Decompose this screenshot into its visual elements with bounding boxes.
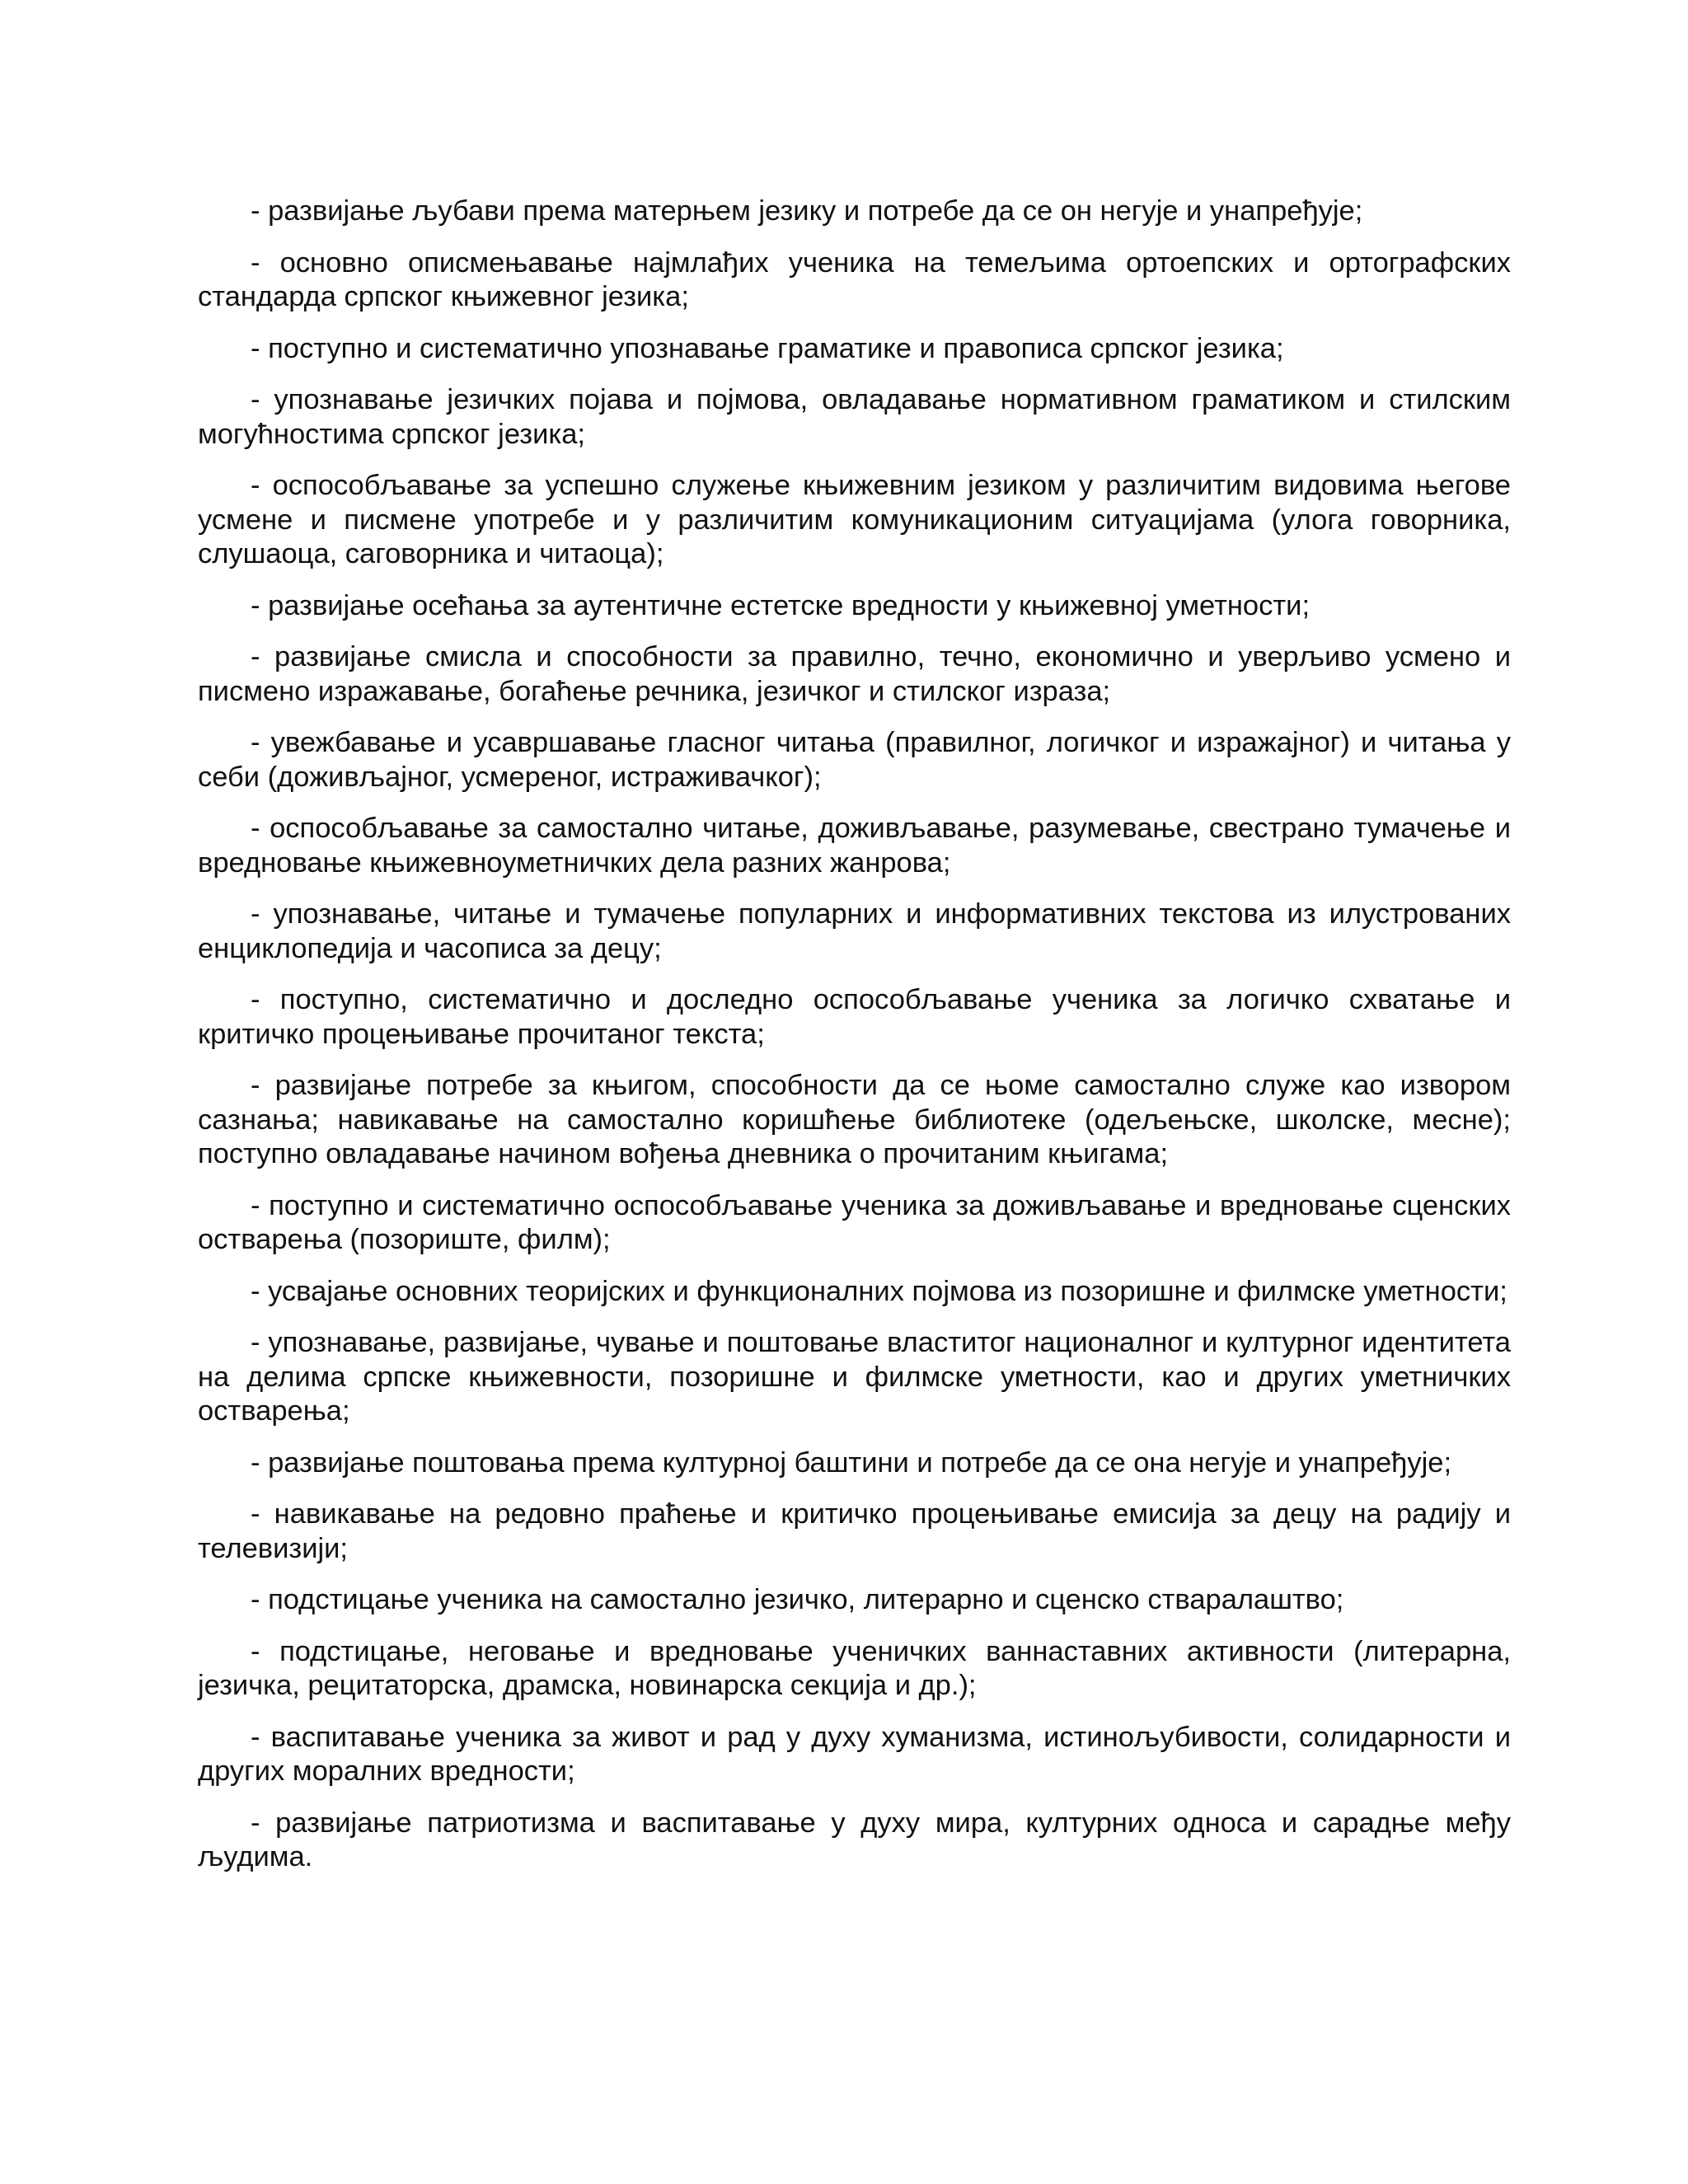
- list-item: - усвајање основних теоријских и функционалних појмова из позоришне и филмске уметности;: [251, 1275, 1507, 1307]
- list-item: - развијање патриотизма и васпитавање у духу мира, културних односа и сарадње међу људима.: [198, 1807, 1511, 1872]
- list-item: - развијање поштовања према културној баштини и потребе да се она негује и унапређује;: [251, 1446, 1452, 1479]
- list-item: - развијање љубави према матерњем језику и потребе да се он негује и унапређује;: [251, 195, 1363, 227]
- list-item: - навикавање на редовно праћење и критичко процењивање емисија за децу на радију и телевизији;: [198, 1498, 1511, 1564]
- list-item: - упознавање језичких појава и појмова, овладавање нормативном граматиком и стилским могућностима српског језика;: [198, 384, 1511, 450]
- list-item: - подстицање ученика на самостално језичко, литерарно и сценско стваралаштво;: [251, 1584, 1344, 1615]
- list-item: - оспособљавање за самостално читање, доживљавање, разумевање, свестрано тумачење и вредновање књижевноуметничких дела разних жанрова;: [198, 813, 1511, 879]
- list-item: - развијање осећања за аутентичне естетске вредности у књижевној уметности;: [251, 589, 1311, 621]
- list-item: - увежбавање и усавршавање гласног читања (правилног, логичког и изражајног) и читања у себи (доживљајног, усмереног, истраживачког);: [198, 727, 1511, 793]
- list-item: - основно описмењавање најмлађих ученика на темељима ортоепских и ортографских стандарда српског књижевног језика;: [198, 246, 1511, 312]
- list-item: - подстицање, неговање и вредновање ученичких ваннаставних активности (литерарна, језичка, рецитаторска, драмска, новинарска секција и др.);: [198, 1635, 1511, 1701]
- list-item: - упознавање, читање и тумачење популарних и информативних текстова из илустрованих енциклопедија и часописа за децу;: [198, 898, 1511, 964]
- list-item: - развијање смисла и способности за правилно, течно, економично и уверљиво усмено и писмено изражавање, богаћење речника, језичког и стилског израза;: [198, 641, 1511, 707]
- list-item: - поступно и систематично упознавање граматике и правописа српског језика;: [251, 332, 1284, 364]
- list-item: - поступно и систематично оспособљавање ученика за доживљавање и вредновање сценских остварења (позориште, филм);: [198, 1189, 1511, 1255]
- list-item: - оспособљавање за успешно служење књижевним језиком у различитим видовима његове усмене и писмене употребе и у различитим комуникационим ситуацијама (улога говорника, слушаоца, саговорника и читаоца);: [198, 470, 1511, 569]
- list-item: - развијање потребе за књигом, способности да се њоме самостално служе као извором сазнања; навикавање на самостално коришћење библиотеке (одељењске, школске, месне); поступно овладавање начином вођења дневника о прочитаним књигама;: [198, 1070, 1511, 1169]
- list-item: - васпитавање ученика за живот и рад у духу хуманизма, истинољубивости, солидарности и других моралних вредности;: [198, 1721, 1511, 1787]
- objectives-list: [198, 194, 1511, 1892]
- list-item: - упознавање, развијање, чување и поштовање властитог националног и културног идентитета на делима српске књижевности, позоришне и филмске уметности, као и других уметничких остварења;: [198, 1327, 1511, 1427]
- list-item: - поступно, систематично и доследно оспособљавање ученика за логичко схватање и критичко процењивање прочитаног текста;: [198, 984, 1511, 1050]
